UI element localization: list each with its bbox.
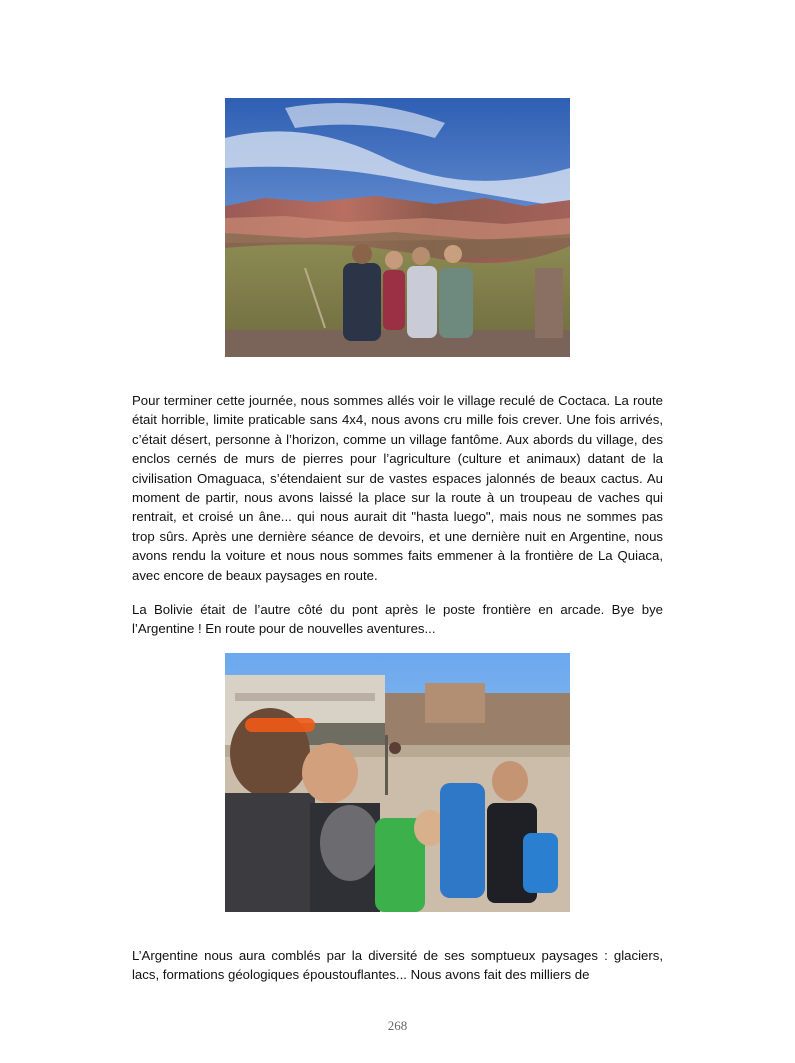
page-number: 268 bbox=[387, 1018, 408, 1033]
body-paragraph-3: L’Argentine nous aura comblés par la diversité de ses somptueux paysages : glaciers, lacs, formations géologiques époustouflantes... Nous avons fait des milliers de bbox=[132, 948, 663, 983]
body-paragraph-2: La Bolivie était de l’autre côté du pont après le poste frontière en arcade. Bye bye l’Argentine ! En route pour de nouvelles aventures... bbox=[132, 602, 663, 637]
mountain-family-photo bbox=[225, 98, 570, 357]
body-paragraph-1: Pour terminer cette journée, nous sommes allés voir le village reculé de Coctaca. La route était horrible, limite praticable sans 4x4, nous avons cru mille fois crever. Une fois arrivés, c’était désert, personne à l’horizon, comme un village fantôme. Aux abords du village, des enclos cernés de murs de pierres pour l’agriculture (culture et animaux) datant de la civilisation Omaguaca, s’étendaient sur de vastes espaces jalonnés de beaux cactus. Au moment de partir, nous avons laissé la place sur la route à un troupeau de vaches qui rentrait, et croisé un âne... qui nous aurait dit "hasta luego", mais nous ne sommes pas trop sûrs. Après une dernière séance de devoirs, et une dernière nuit en Argentine, nous avons rendu la voiture et nous nous sommes faits emmener à la frontière de La Quiaca, avec encore de beaux paysages en route. bbox=[132, 393, 663, 583]
border-selfie-photo bbox=[225, 653, 570, 912]
